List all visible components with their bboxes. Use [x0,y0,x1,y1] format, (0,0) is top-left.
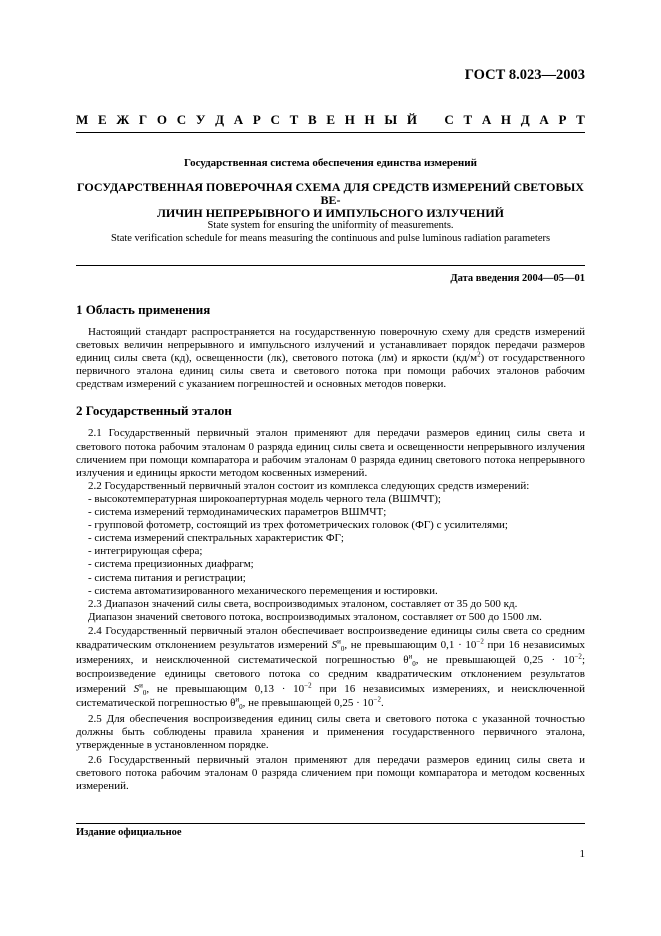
list-item: - групповой фотометр, состоящий из трех фотометрических головок (ФГ) с усилителями; [88,519,508,532]
document-body [76,302,585,793]
banner-letter: М [76,112,89,127]
banner-letter: О [156,112,168,127]
system-title: Государственная система обеспечения единства измерений [184,157,477,169]
banner-letter: Й [406,112,417,127]
banner-letter: А [481,112,492,127]
list-item: - высокотемпературная широкоапертурная модель черного тела (ВШМЧТ); [88,492,441,505]
banner-letter: Ж [116,112,130,127]
banner-rule [76,132,585,133]
list-item: - система питания и регистрации; [88,571,246,584]
paragraph-2-6: 2.6 Государственный первичный эталон применяют для передачи размеров единиц силы света и светового потока рабочим эталонам 0 разряда сличением при помощи компаратора и методом косвенных измерений. [76,754,585,793]
banner-letter: Р [558,112,567,127]
banner-letter: А [233,112,244,127]
paragraph-2-3: 2.3 Диапазон значений силы света, воспроизводимых эталоном, составляет от 35 до 500 кд. [88,597,518,610]
banner-letter: Д [520,112,530,127]
banner-letter: В [307,112,317,127]
page-number: 1 [579,848,585,860]
banner-letter: Ы [384,112,398,127]
paragraph-2-1: 2.1 Государственный первичный эталон применяют для передачи размеров единиц силы света и светового потока рабочим эталонам 0 разряда единиц силы света и освещенности непрерывного излучения сличением при помощи компаратора и рабочим эталонам 0 разряда единиц светового потока непрерывного излучения и единицы яркости методом косвенных измерений. [76,427,585,479]
banner-letter: Г [138,112,148,127]
banner-letter: С [270,112,280,127]
main-title [76,181,585,220]
banner-letter: Т [576,112,585,127]
banner-letter: Т [289,112,299,127]
banner-letter: Е [326,112,335,127]
date-rule [76,265,585,266]
banner-gap [427,112,435,128]
footer-rule [76,823,585,824]
banner-letter: Д [215,112,225,127]
list-item: - интегрирующая сфера; [88,545,203,558]
banner-letter: С [176,112,187,127]
banner-letter: Н [364,112,375,127]
introduction-date: Дата введения 2004—05—01 [450,273,585,284]
paragraph-2-4: 2.4 Государственный первичный эталон обеспечивает воспроизведение единицы силы света со средним квадратическим отклонением результатов измерений $S^и_0$, не превышающим $0,1 \cdot 10^{-2}$ при 16 независимых измерениях, и неисключенной систематической погрешностью $\theta^и_0$, не превышающей $0,25 \cdot 10^{-2}$; воспроизведение единицы светового потока со средним квадратическим отклонением результатов измерений $S^и_0$, не превышающим $0,13 \cdot 10^{-2}$ при 16 независимых измерениях, и неисключенной систематической погрешностью $\theta^и_0$, не превышающей $0,25 \cdot 10^{-2}$. [76,624,585,712]
paragraph-2-5: 2.5 Для обеспечения воспроизведения единиц силы света и светового потока с указанной точностью должны быть соблюдены правила хранения и применения государственного первичного эталона, утвержденные в установленном порядке. [76,712,585,752]
main-title-line-2: ЛИЧИН НЕПРЕРЫВНОГО И ИМПУЛЬСНОГО ИЗЛУЧЕНИЙ [156,206,505,220]
banner-letter: С [444,112,454,127]
document-number: ГОСТ 8.023—2003 [464,67,585,83]
english-title-line-1: State system for ensuring the uniformity of measurements. [207,220,454,231]
list-item: - система прецизионных диафрагм; [88,558,254,571]
banner-letter: Н [344,112,355,127]
main-title-line-1: ГОСУДАРСТВЕННАЯ ПОВЕРОЧНАЯ СХЕМА ДЛЯ СРЕДСТВ ИЗМЕРЕНИЙ СВЕТОВЫХ ВЕ- [77,180,584,207]
list-item: - система измерений спектральных характеристик ФГ; [88,532,344,545]
list-item: - система автоматизированного механического перемещения и юстировки. [88,584,438,597]
banner-letter: Т [463,112,473,127]
equipment-list [76,493,585,598]
standard-banner [76,112,585,128]
english-title [60,219,601,245]
english-title-line-2: State verification schedule for means measuring the continuous and pulse luminous radiation parameters [110,233,551,244]
banner-letter: Н [500,112,512,127]
section-1-paragraph: Настоящий стандарт распространяется на государственную поверочную схему для средств измерений световых величин непрерывного и импульсного излучений и устанавливает порядок передачи размеров единиц силы света (кд), освещенности (лк), светового потока (лм) и яркости $(кд/м^2)$ от государственного первичного эталона единиц силы света и светового потока при помощи рабочих эталонов рабочим средствам измерений с указанием погрешностей и основных методов поверки. [76,326,585,391]
paragraph-2-2: 2.2 Государственный первичный эталон состоит из комплекса следующих средств измерений: [88,479,530,492]
section-2-heading: 2 Государственный эталон [76,403,232,419]
paragraph-2-3-flux: Диапазон значений светового потока, воспроизводимых эталоном, составляет от 500 до 1500 лм. [88,610,542,623]
banner-letter: У [195,112,206,127]
banner-letter: Р [252,112,261,127]
official-edition-label: Издание официальное [76,827,182,838]
list-item: - система измерений термодинамических параметров ВШМЧТ; [88,506,387,519]
banner-letter: А [539,112,549,127]
section-1-heading: 1 Область применения [76,302,211,317]
banner-letter: Е [97,112,107,127]
